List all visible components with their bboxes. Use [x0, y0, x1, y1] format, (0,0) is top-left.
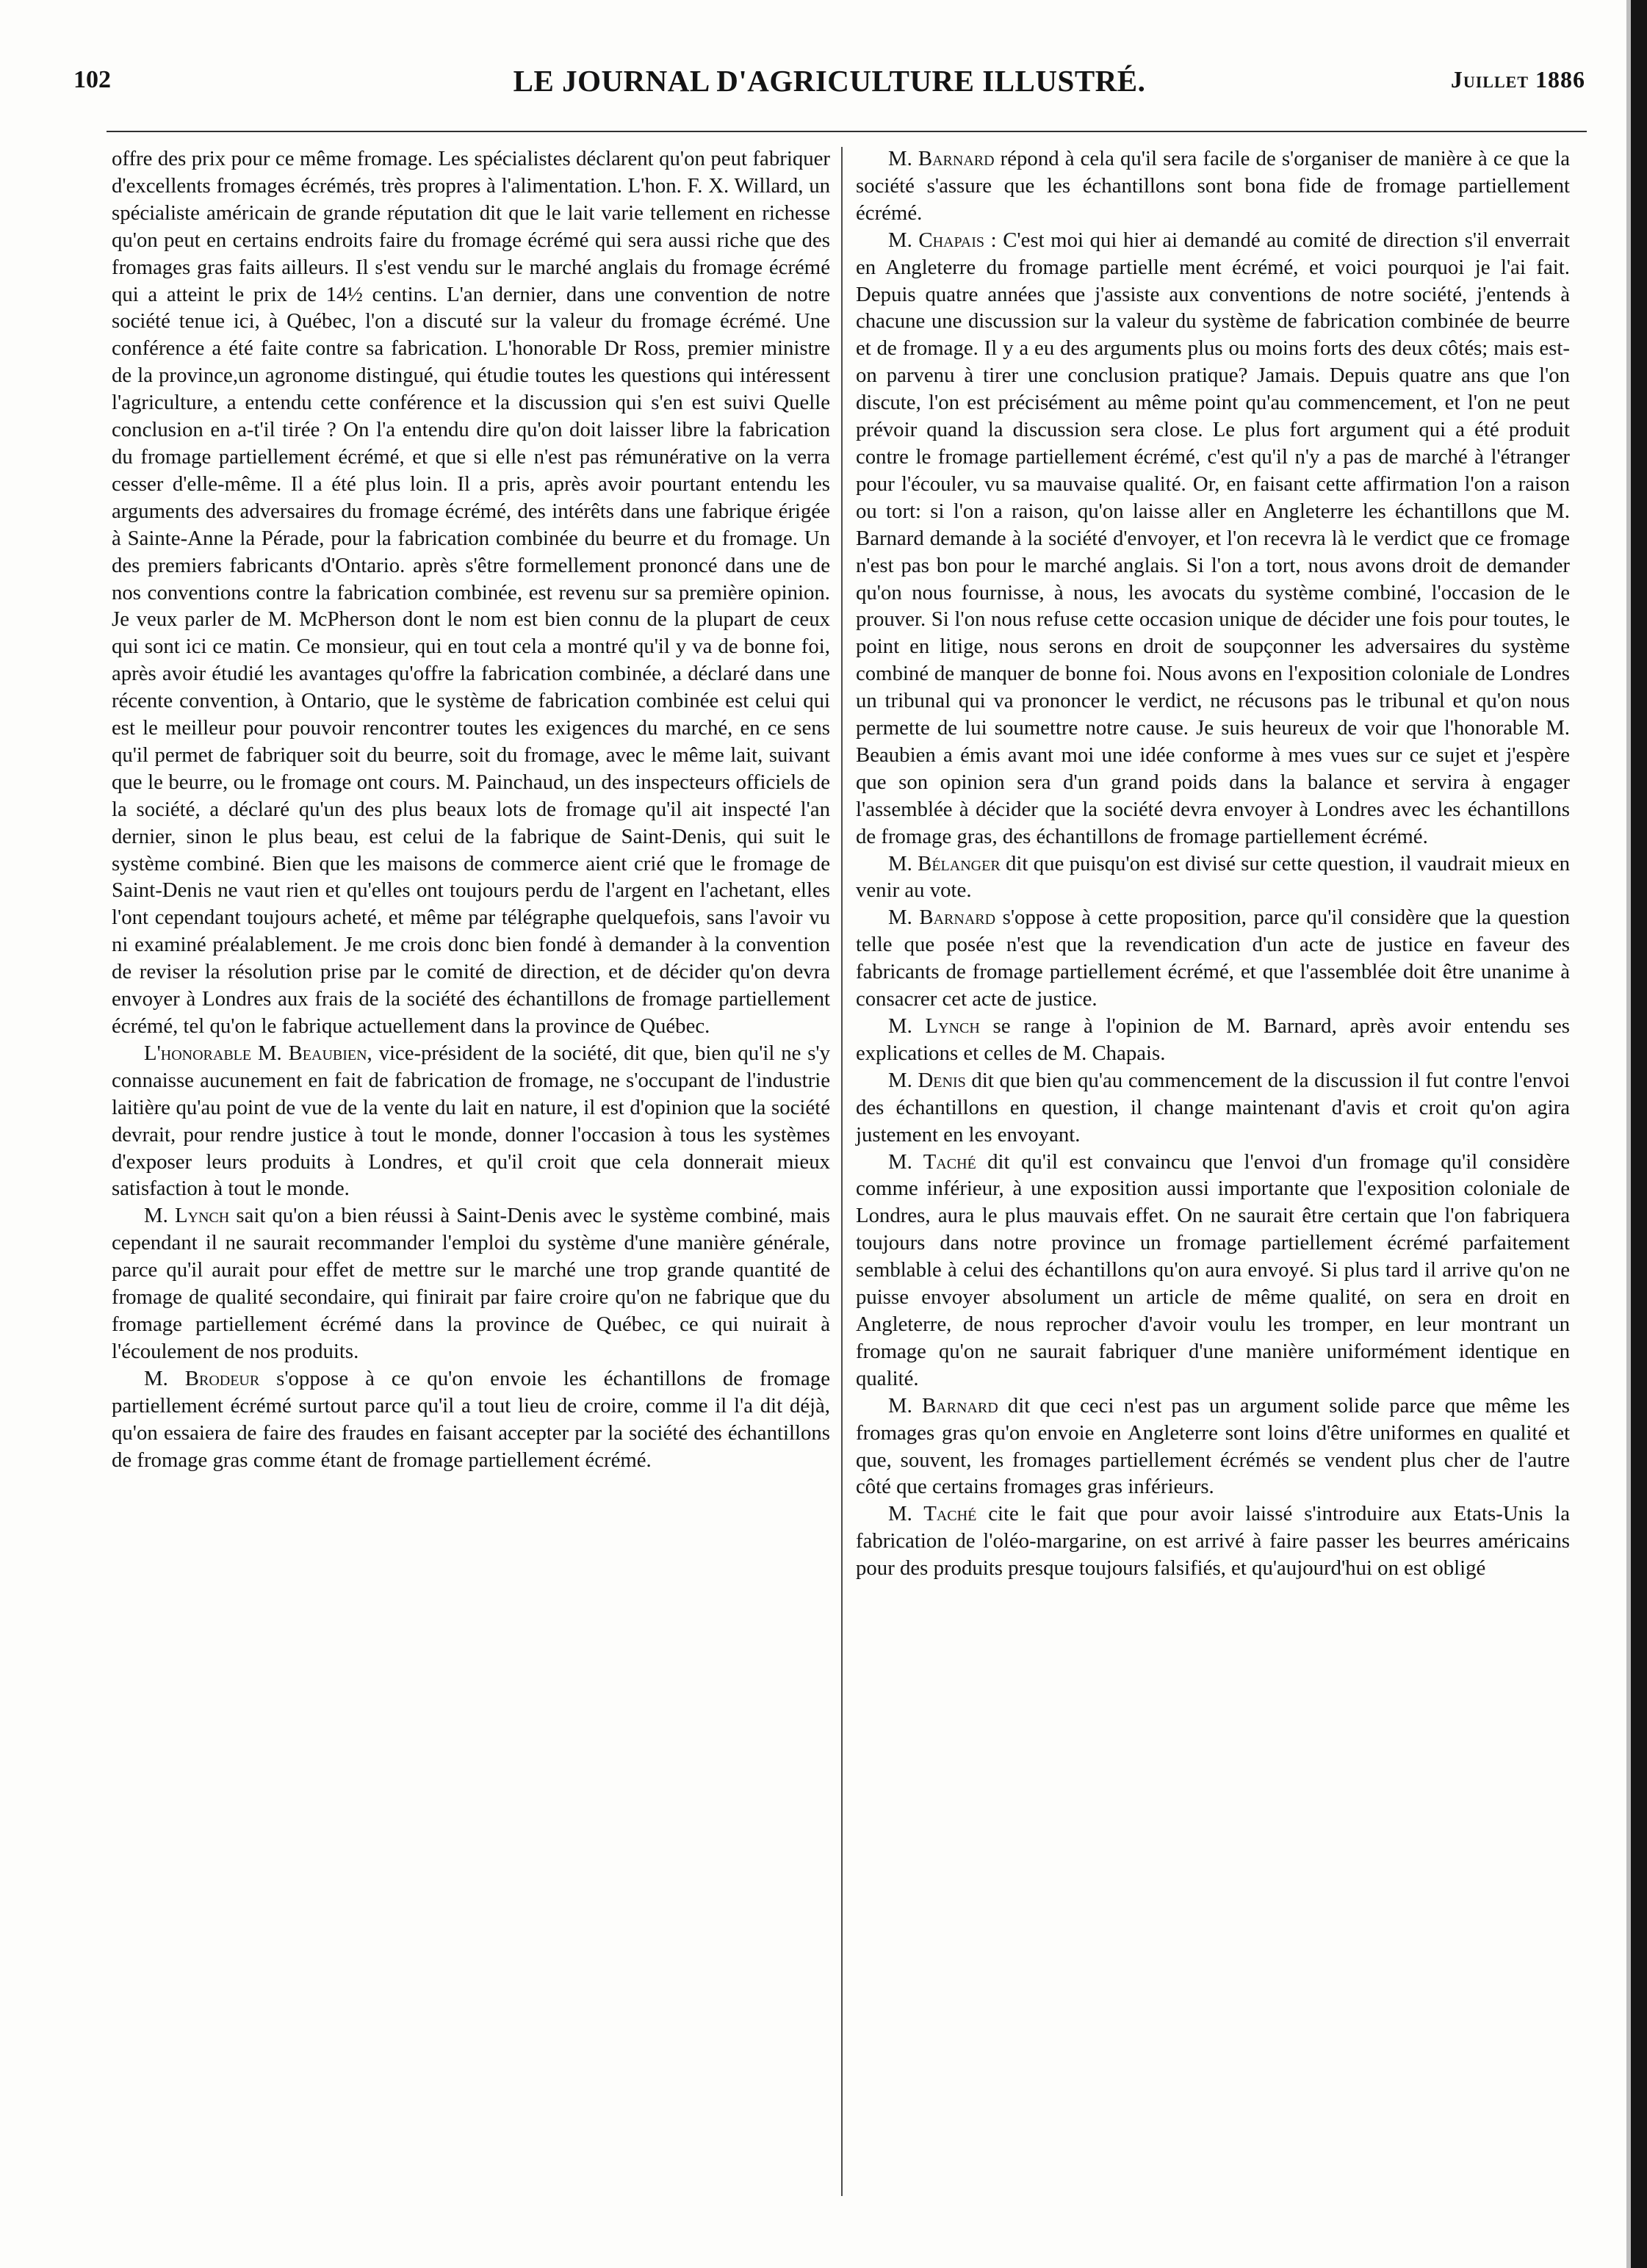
paragraph-text: dit que bien qu'au commencement de la discussion il fut contre l'envoi des échantillons en question, il change maintenant d'avis et croit qu'on agira justement en les envoyant.: [856, 1068, 1570, 1146]
issue-date: Juillet 1886: [1450, 66, 1585, 93]
speaker-name: M. Taché: [888, 1149, 976, 1174]
paragraph-text: dit que puisqu'on est divisé sur cette question, il vaudrait mieux en venir au vote.: [856, 851, 1571, 903]
paragraph-text: C'est moi qui hier ai demandé au comité de direction s'il enverrait en Angleterre du fromage partielle ment écrémé, et voici pourquoi je l'ai fait. Depuis quatre années que j'assiste aux conventions de notre société, j'entends à chacune une discussion sur la valeur du système de fabrication combinée de beurre et de fromage. Il y a eu des arguments plus ou moins forts des deux côtés; mais est-on parvenu à tirer une conclusion pratique? Jamais. Depuis quatre ans que l'on discute, l'on est précisément au même point qu'au commencement, et l'on ne peut prévoir quand la discussion sera close. Le plus fort argument qui a été produit contre le fromage partiellement écrémé, c'est qu'il n'y a pas de marché à l'étranger pour l'écouler, vu sa mauvaise qualité. Or, en faisant cette affirmation l'on a raison ou tort: si l'on a raison, qu'on laisse aller en Angleterre les échantillons que M. Barnard demande à la société d'envoyer, et l'on recevra là le verdict que ce fromage n'est pas bon pour le marché anglais. Si l'on a tort, nous avons droit de demander qu'on nous fournisse, à nous, les avocats du système combiné, l'occasion de le prouver. Si l'on nous refuse cette occasion unique de décider une fois pour toutes, le point en litige, nous serons en droit de soupçonner les adversaires du système combiné de manquer de bonne foi. Nous avons en l'exposition coloniale de Londres un tribunal qui va prononcer le verdict, ne récusons pas le tribunal et qu'on nous permette de lui soumettre notre cause. Je suis heureux de voir que l'honorable M. Beaubien a émis avant moi une idée conforme à mes vues sur ce sujet et j'espère que son opinion sera d'un grand poids dans la balance et servira à engager l'assemblée à décider que la société devra envoyer à Londres avec les échantillons de fromage gras, des échantillons de fromage partiellement écrémé.: [856, 228, 1571, 848]
article-paragraph: [856, 1393, 1570, 1501]
article-paragraph: [112, 145, 830, 1040]
paragraph-text: dit qu'il est convaincu que l'envoi d'un fromage qu'il considère comme inférieur, à une exposition aussi importante que l'exposition coloniale de Londres, aura le plus mauvais effet. On ne saurait être certain que l'on fabriquera toujours dans notre province un fromage partiellement écrémé parfaitement semblable à celui des échantillons qu'on aura envoyé. Si plus tard il arrive qu'on ne puisse envoyer absolument un article de même qualité, on sera en droit en Angleterre, de nous reprocher d'avoir voulu les tromper, en leur montrant un fromage qu'on ne saurait fabriquer d'une manière uniformément identique en qualité.: [856, 1149, 1570, 1390]
speaker-name: M. Bélanger: [888, 851, 1001, 875]
speaker-name: M. Chapais :: [888, 228, 997, 252]
left-column: [112, 145, 830, 2202]
article-paragraph: [112, 1040, 830, 1202]
speaker-name: M. Barnard: [888, 906, 996, 930]
paragraph-text: offre des prix pour ce même fromage. Les spécialistes déclarent qu'on peut fabriquer d'excellents fromages écrémés, très propres à l'alimentation. L'hon. F. X. Willard, un spécialiste américain de grande réputation dit que le lait varie tellement en richesse qu'on peut en certains endroits faire du fromage écrémé qui sera aussi riche que des fromages gras faits ailleurs. Il s'est vendu sur le marché anglais du fromage écrémé qui a atteint le prix de 14½ centins. L'an dernier, dans une convention de notre société tenue ici, à Québec, l'on a discuté sur la valeur du fromage écrémé. Une conférence a été faite contre sa fabrication. L'honorable Dr Ross, premier ministre de la province,un agronome distingué, qui étudie toutes les questions qui intéressent l'agriculture, a entendu cette conférence et la discussion qui s'en est suivi Quelle conclusion en a-t'il tirée ? On l'a entendu dire qu'on doit laisser libre la fabrication du fromage partiellement écrémé, et que si elle n'est pas rémunérative on la verra cesser d'elle-même. Il a été plus loin. Il a pris, après avoir pourtant entendu les arguments des adversaires du fromage écrémé, des intérêts dans une fabrique érigée à Sainte-Anne la Pérade, pour la fabrication combinée du beurre et du fromage. Un des premiers fabricants d'Ontario. après s'être formellement prononcé dans une de nos conventions contre la fabrication combinée, est revenu sur sa première opinion. Je veux parler de M. McPherson dont le nom est bien connu de la plupart de ceux qui sont ici ce matin. Ce monsieur, qui en tout cela a montré qu'il y va de bonne foi, après avoir étudié les avantages qu'offre la fabrication combinée, a déclaré dans une récente convention, à Ontario, que le système de fabrication combinée est celui qui est le meilleur pour pouvoir rencontrer toutes les exigences du marché, en ce sens qu'il permet de fabriquer soit du beurre, soit du fromage, avec le même lait, suivant que le beurre, ou le fromage ont cours. M. Painchaud, un des inspecteurs officiels de la société, a déclaré qu'un des plus beaux lots de fromage qu'il ait inspecté l'an dernier, sinon le plus beau, est celui de la fabrique de Saint-Denis, qui suit le système combiné. Bien que les maisons de commerce aient crié que le fromage de Saint-Denis ne vaut rien et qu'elles ont toujours perdu de l'argent en l'achetant, elles l'ont cependant toujours acheté, et même par télégraphe quelquefois, sans l'avoir vu ni examiné préalablement. Je me crois donc bien fondé à demander à la convention de reviser la résolution prise par le comité de direction, et de décider qu'on devra envoyer à Londres aux frais de la société des échantillons de fromage partiellement écrémé, tel qu'on le fabrique actuellement dans la province de Québec.: [112, 147, 830, 1038]
right-column: [856, 145, 1570, 2202]
article-paragraph: [856, 1067, 1570, 1149]
article-paragraph: [856, 1500, 1570, 1582]
speaker-name: M. Lynch: [888, 1014, 980, 1038]
page-number: 102: [73, 66, 111, 93]
article-paragraph: [856, 145, 1570, 227]
article-paragraph: [856, 1149, 1570, 1393]
article-paragraph: [856, 850, 1570, 905]
paragraph-text: s'oppose à ce qu'on envoie les échantillons de fromage partiellement écrémé surtout parce qu'il a tout lieu de croire, comme il l'a dit déjà, qu'on essaiera de faire des fraudes en faisant accepter par la société des échantillons de fromage gras comme étant de fromage partiellement écrémé.: [112, 1366, 830, 1472]
speaker-name: M. Barnard: [888, 147, 995, 170]
article-paragraph: [856, 1013, 1570, 1067]
article-paragraph: [112, 1202, 830, 1365]
speaker-name: M. Denis: [888, 1068, 966, 1092]
column-divider: [841, 147, 843, 2196]
paragraph-text: s'oppose à cette proposition, parce qu'il considère que la question telle que posée n'est que la revendication d'un acte de justice en faveur des fabricants de fromage partiellement écrémé, et que l'assemblée doit être unanime à consacrer cet acte de justice.: [856, 906, 1570, 1011]
article-paragraph: [112, 1365, 830, 1474]
speaker-name: M. Lynch: [144, 1204, 230, 1228]
speaker-name: M. Taché: [888, 1502, 977, 1526]
running-header: [73, 60, 1585, 104]
article-paragraph: [856, 904, 1570, 1013]
journal-title: LE JOURNAL D'AGRICULTURE ILLUSTRÉ.: [513, 64, 1146, 98]
paragraph-text: dit que ceci n'est pas un argument solide parce que même les fromages gras qu'on envoie en Angleterre sont loins d'être uniformes en qualité et que, souvent, les fromages partiellement écrémés se vendent plus cher de l'autre côté que certains fromages gras inférieurs.: [856, 1393, 1570, 1499]
page-edge: [1631, 0, 1647, 2268]
article-paragraph: [856, 227, 1570, 850]
speaker-name: M. Brodeur: [144, 1366, 260, 1390]
paragraph-text: répond à cela qu'il sera facile de s'organiser de manière à ce que la société s'assure que les échantillons sont bona fide de fromage partiellement écrémé.: [856, 147, 1570, 225]
speaker-name: M. Barnard: [888, 1393, 998, 1418]
paragraph-text: cite le fait que pour avoir laissé s'introduire aux Etats-Unis la fabrication de l'oléo-margarine, on est arrivé à faire passer les beurres américains pour des produits presque toujours falsifiés, et qu'aujourd'hui on est obligé: [856, 1502, 1570, 1581]
paragraph-text: se range à l'opinion de M. Barnard, après avoir entendu ses explications et celles de M. Chapais.: [856, 1014, 1570, 1065]
paragraph-text: sait qu'on a bien réussi à Saint-Denis avec le système combiné, mais cependant il ne saurait recommander l'emploi du système d'une manière générale, parce qu'il aurait pour effet de mettre sur le marché une trop grande quantité de fromage de qualité secondaire, qui finirait par faire croire qu'on ne fabrique que du fromage partiellement écrémé dans la province de Québec, ce qui nuirait à l'écoulement de nos produits.: [112, 1204, 830, 1363]
header-rule: [107, 131, 1587, 132]
paragraph-text: vice-président de la société, dit que, bien qu'il ne s'y connaisse aucunement en fait de fabrication de fromage, ne s'occupant de l'industrie laitière qu'au point de vue de la vente du lait en nature, il est d'opinion que la société devrait, pour rendre justice à tout le monde, donner l'occasion à tous les systèmes d'exposer leurs produits à Londres, et qu'il croit que cela donnerait mieux satisfaction à tout le monde.: [112, 1041, 830, 1201]
speaker-name: L'honorable M. Beaubien,: [144, 1041, 372, 1065]
